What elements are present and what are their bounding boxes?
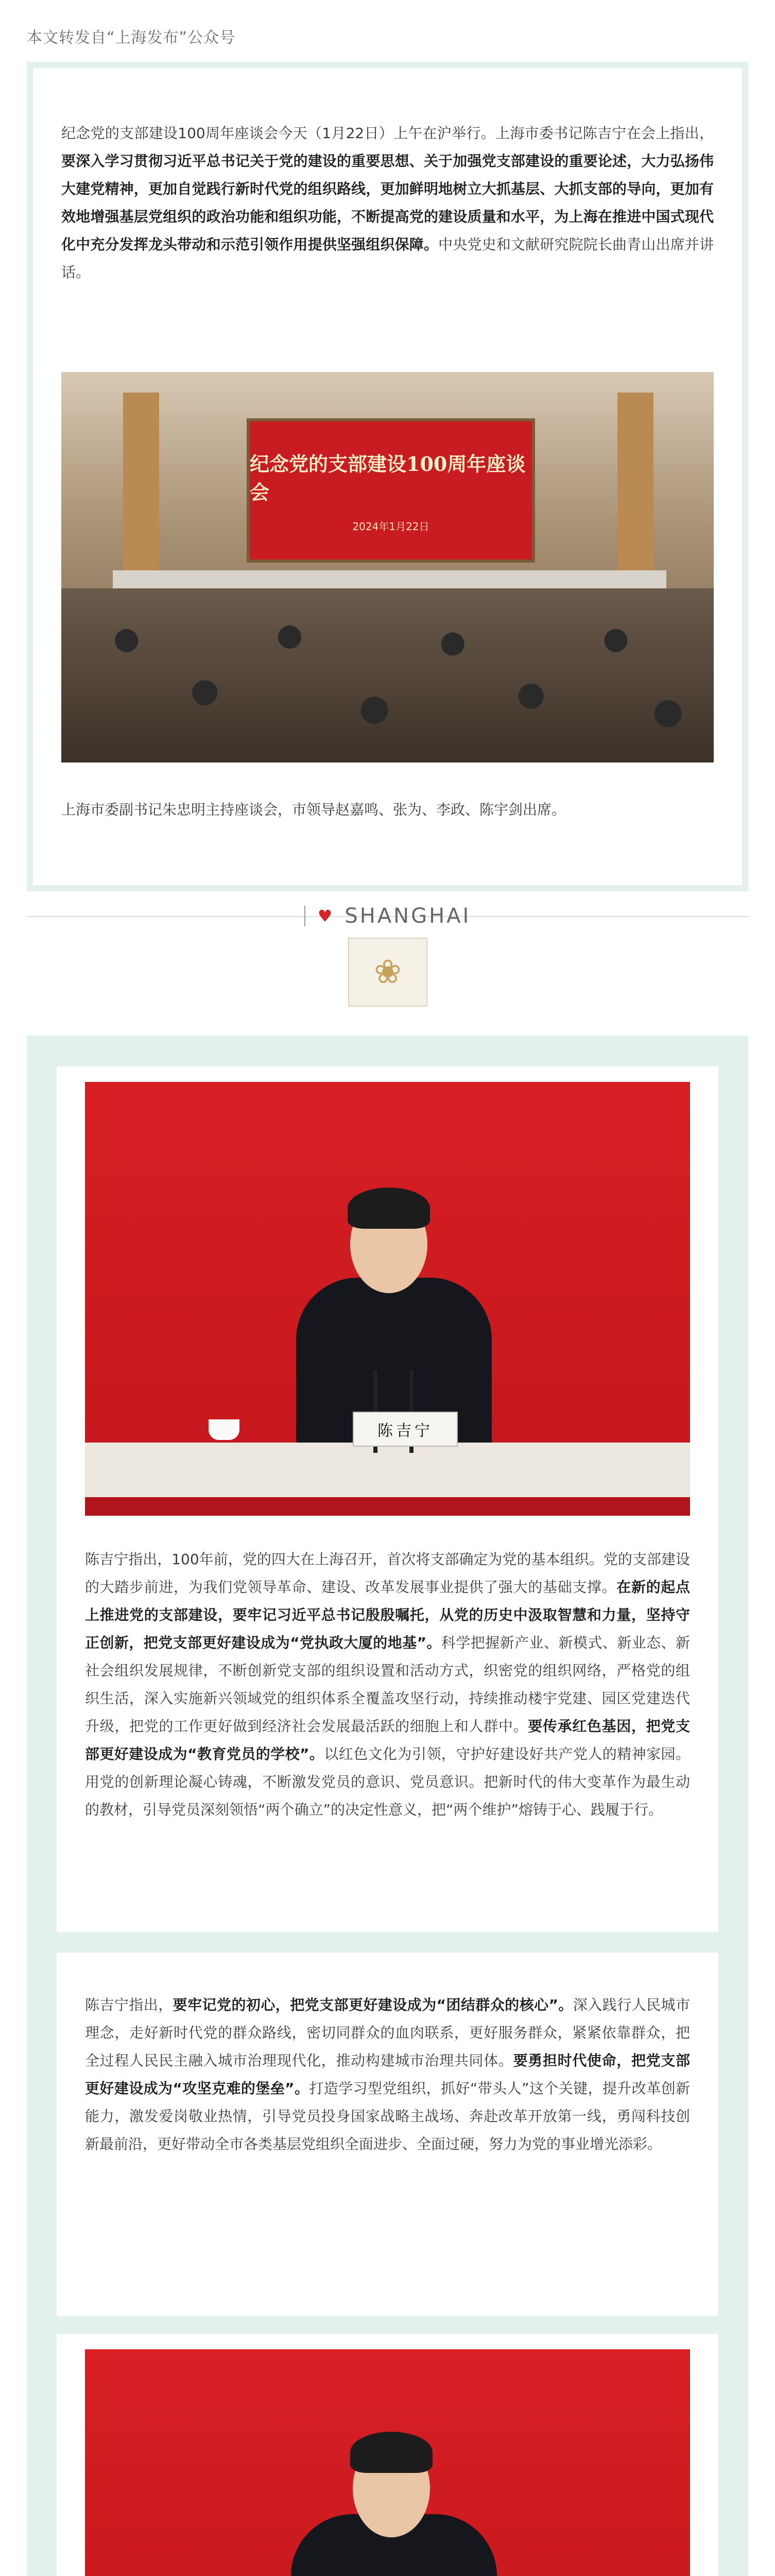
speaker-hair	[348, 1188, 430, 1229]
emphasis-text: 要牢记党的初心，把党支部更好建设成为“团结群众的核心”。	[173, 1996, 573, 2013]
chen-speaker-photo	[85, 1082, 690, 1516]
body-text: 以红色文化为引领，守护好建设好共产党人的精神家园。用党的创新理论凝心铸魂，不断激发党员的意识、党员意识。把新时代的伟大变革作为最生动的教材，引导党员深刻领悟“两个确立”的决定性意义，把“两个维护”熔铸于心、践履于行。	[85, 1745, 690, 1818]
body-text: 中央党史和文献研究院院长曲青山出席并讲话。	[61, 236, 714, 281]
body-text: 科学把握新产业、新模式、新业态、新社会组织发展规律，不断创新党支部的组织设置和活动方式，织密党的组织网络，严格党的组织生活，深入实施新兴领域党的组织体系全覆盖攻坚行动，持续推动楼宇党建、园区党建迭代升级，把党的工作更好做到经济社会发展最活跃的细胞上和人群中。	[85, 1634, 690, 1735]
hall-pillar	[123, 393, 159, 588]
speaker-hair	[350, 2432, 433, 2473]
emphasis-text: 要传承红色基因，把党支部更好建设成为“教育党员的学校”。	[85, 1718, 690, 1762]
stage-table	[113, 570, 666, 591]
magnolia-emblem	[348, 938, 427, 1007]
intro-paragraph	[61, 120, 714, 286]
meeting-hall-photo	[61, 372, 714, 762]
speech-card	[27, 1036, 748, 2576]
stage-banner-date: 2024年1月22日	[352, 520, 429, 533]
name-plate: 陈吉宁	[353, 1412, 458, 1447]
intro-card	[27, 62, 748, 891]
speaker-desk	[85, 1443, 690, 1516]
emphasis-text: 在新的起点上推进党的支部建设，要牢记习近平总书记殷殷嘱托，从党的历史中汲取智慧和力量，坚持守正创新，把党支部更好建设成为“党执政大厦的地基”。	[85, 1579, 690, 1651]
chen-paragraph-1	[85, 1546, 690, 1824]
source-note: 本文转发自“上海发布”公众号	[27, 29, 236, 47]
audience	[61, 588, 714, 762]
body-text: 纪念党的支部建设100周年座谈会今天（1月22日）上午在沪举行。上海市委书记陈吉宁在会上指出，	[61, 125, 714, 142]
chen-section	[57, 1066, 718, 1932]
heart-icon: ♥	[317, 906, 333, 926]
magnolia-icon: ❀	[374, 953, 402, 991]
body-text: 打造学习型党组织，抓好“带头人”这个关键，提升改革创新能力，激发爱岗敬业热情，引导党员投身国家战略主战场、奔赴改革开放第一线，勇闯科技创新最前沿，更好带动全市各类基层党组织全面进步、全面过硬，努力为党的事业增光添彩。	[85, 2080, 691, 2153]
divider-word: SHANGHAI	[345, 904, 471, 928]
chen-section-continued	[57, 1953, 718, 2316]
hall-pillar	[617, 393, 653, 588]
qu-section	[57, 2334, 718, 2576]
teacup	[209, 1419, 239, 1440]
emphasis-text: 要深入学习贯彻习近平总书记关于党的建设的重要思想、关于加强党支部建设的重要论述，大力弘扬伟大建党精神，更加自觉践行新时代党的组织路线，更加鲜明地树立大抓基层、大抓支部的导向，更加有效地增强基层党组织的政治功能和组织功能，不断提高党的建设质量和水平，为上海在推进中国式现代化中充分发挥龙头带动和示范引领作用提供坚强组织保障。	[61, 152, 714, 253]
body-text: 陈吉宁指出，	[85, 1996, 173, 2013]
stage-banner	[247, 418, 535, 563]
qu-speaker-photo	[85, 2349, 690, 2576]
body-text: 陈吉宁指出，100年前，党的四大在上海召开，首次将支部确定为党的基本组织。党的支部建设的大踏步前进，为我们党领导革命、建设、改革发展事业提供了强大的基础支撑。	[85, 1551, 690, 1596]
emphasis-text: 要勇担时代使命，把党支部更好建设成为“攻坚克难的堡垒”。	[85, 2052, 690, 2097]
chen-paragraph-2	[85, 1991, 690, 2158]
stage-banner-title: 纪念党的支部建设100周年座谈会	[250, 452, 526, 504]
divider-bar	[304, 906, 305, 926]
intro-card-inner	[33, 68, 742, 885]
photo-caption: 上海市委副书记朱忠明主持座谈会，市领导赵嘉鸣、张为、李政、陈宇剑出席。	[61, 801, 566, 818]
body-text: 深入践行人民城市理念，走好新时代党的群众路线，密切同群众的血肉联系，更好服务群众，紧紧依靠群众，把全过程人民民主融入城市治理现代化，推动构建城市治理共同体。	[85, 1996, 690, 2069]
section-divider	[0, 901, 775, 931]
